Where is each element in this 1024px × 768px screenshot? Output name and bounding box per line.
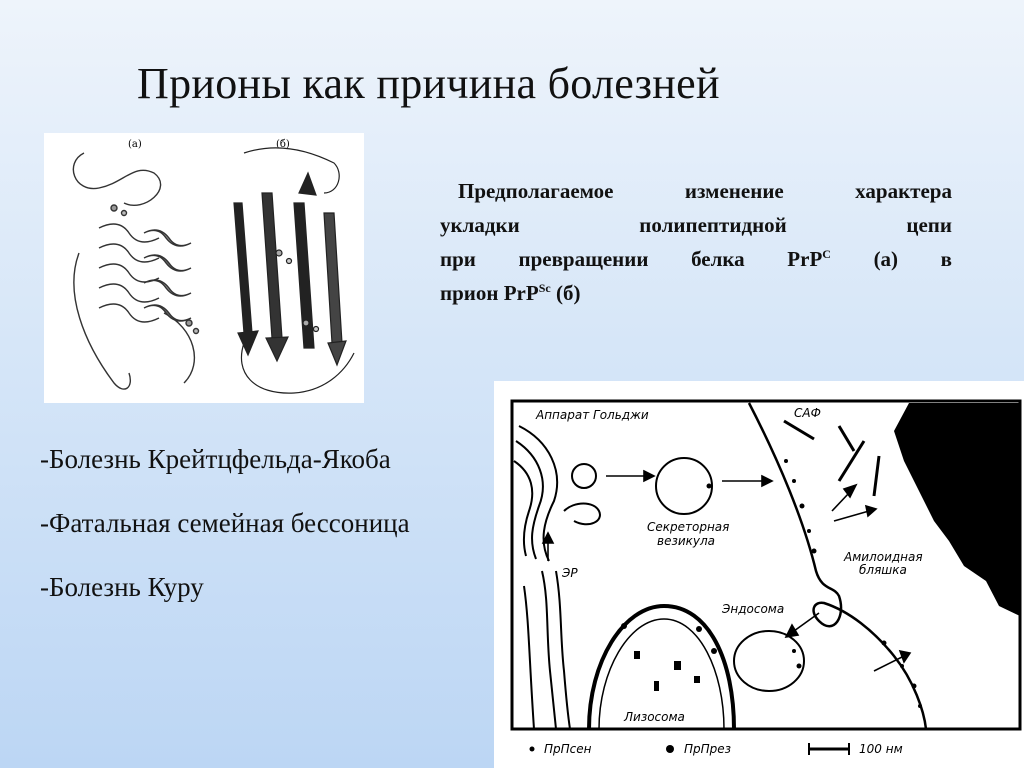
caption-line-3-suffix: (а) в: [830, 247, 953, 271]
figure-caption: [440, 174, 952, 310]
caption-line-2: укладки полипептидной цепи: [440, 213, 952, 237]
caption-line-3: [440, 242, 952, 276]
caption-line-4-suffix: (б): [550, 281, 581, 305]
disease-item: -Болезнь Куру: [40, 572, 204, 602]
saf-fibrils: [784, 421, 879, 496]
cell-diagram: [494, 381, 1024, 768]
label-lysosome: Лизосома: [624, 710, 685, 724]
slide-title: Прионы как причина болезней: [137, 59, 720, 108]
label-golgi: Аппарат Гольджи: [536, 408, 649, 422]
caption-line-4-sup: Sc: [538, 281, 551, 295]
diagram-legend: [530, 742, 903, 756]
endoplasmic-reticulum: [524, 571, 570, 729]
label-secretory-2: везикула: [657, 534, 716, 548]
disease-item: -Болезнь Крейтцфельда-Якоба: [40, 444, 391, 474]
pathway-arrows: [543, 471, 910, 671]
label-a: (а): [128, 139, 142, 150]
cell-diagram-svg: [494, 381, 1024, 768]
label-amyloid-2: бляшка: [859, 563, 907, 577]
legend-prpsen: ПрПсен: [544, 742, 592, 756]
disease-item: -Фатальная семейная бессоница: [40, 508, 410, 538]
beta-sheet-structure: [234, 148, 354, 393]
endosome-shape: [734, 631, 804, 691]
disease-list: [40, 444, 410, 636]
label-saf: САФ: [794, 406, 821, 420]
caption-line-4: [440, 276, 952, 310]
alpha-helix-structure: [73, 153, 198, 389]
secretory-vesicle: [656, 458, 712, 514]
golgi-apparatus: [514, 426, 600, 561]
caption-line-3-sup: C: [822, 247, 831, 261]
protein-structure-svg: [44, 133, 364, 403]
label-endosome: Эндосома: [722, 602, 785, 616]
legend-prprez-marker: [666, 745, 674, 753]
caption-line-1: Предполагаемое изменение характера: [458, 179, 952, 203]
legend-prpsen-marker: [530, 747, 535, 752]
label-b: (б): [276, 139, 290, 150]
lysosome-prion-aggregates: [621, 623, 717, 691]
caption-line-4-prefix: прион PrP: [440, 281, 539, 305]
label-secretory-1: Секреторная: [647, 520, 730, 534]
label-er: ЭР: [562, 566, 578, 580]
legend-prprez: ПрПрез: [684, 742, 732, 756]
protein-structure-figure: [44, 133, 364, 403]
label-amyloid-1: Амилоидная: [844, 550, 923, 564]
legend-scale: 100 нм: [859, 742, 903, 756]
amyloid-plaque-shape: [894, 403, 1020, 616]
membrane-prion-dots: [784, 459, 922, 708]
caption-line-3-prefix: при превращении белка PrP: [440, 247, 823, 271]
